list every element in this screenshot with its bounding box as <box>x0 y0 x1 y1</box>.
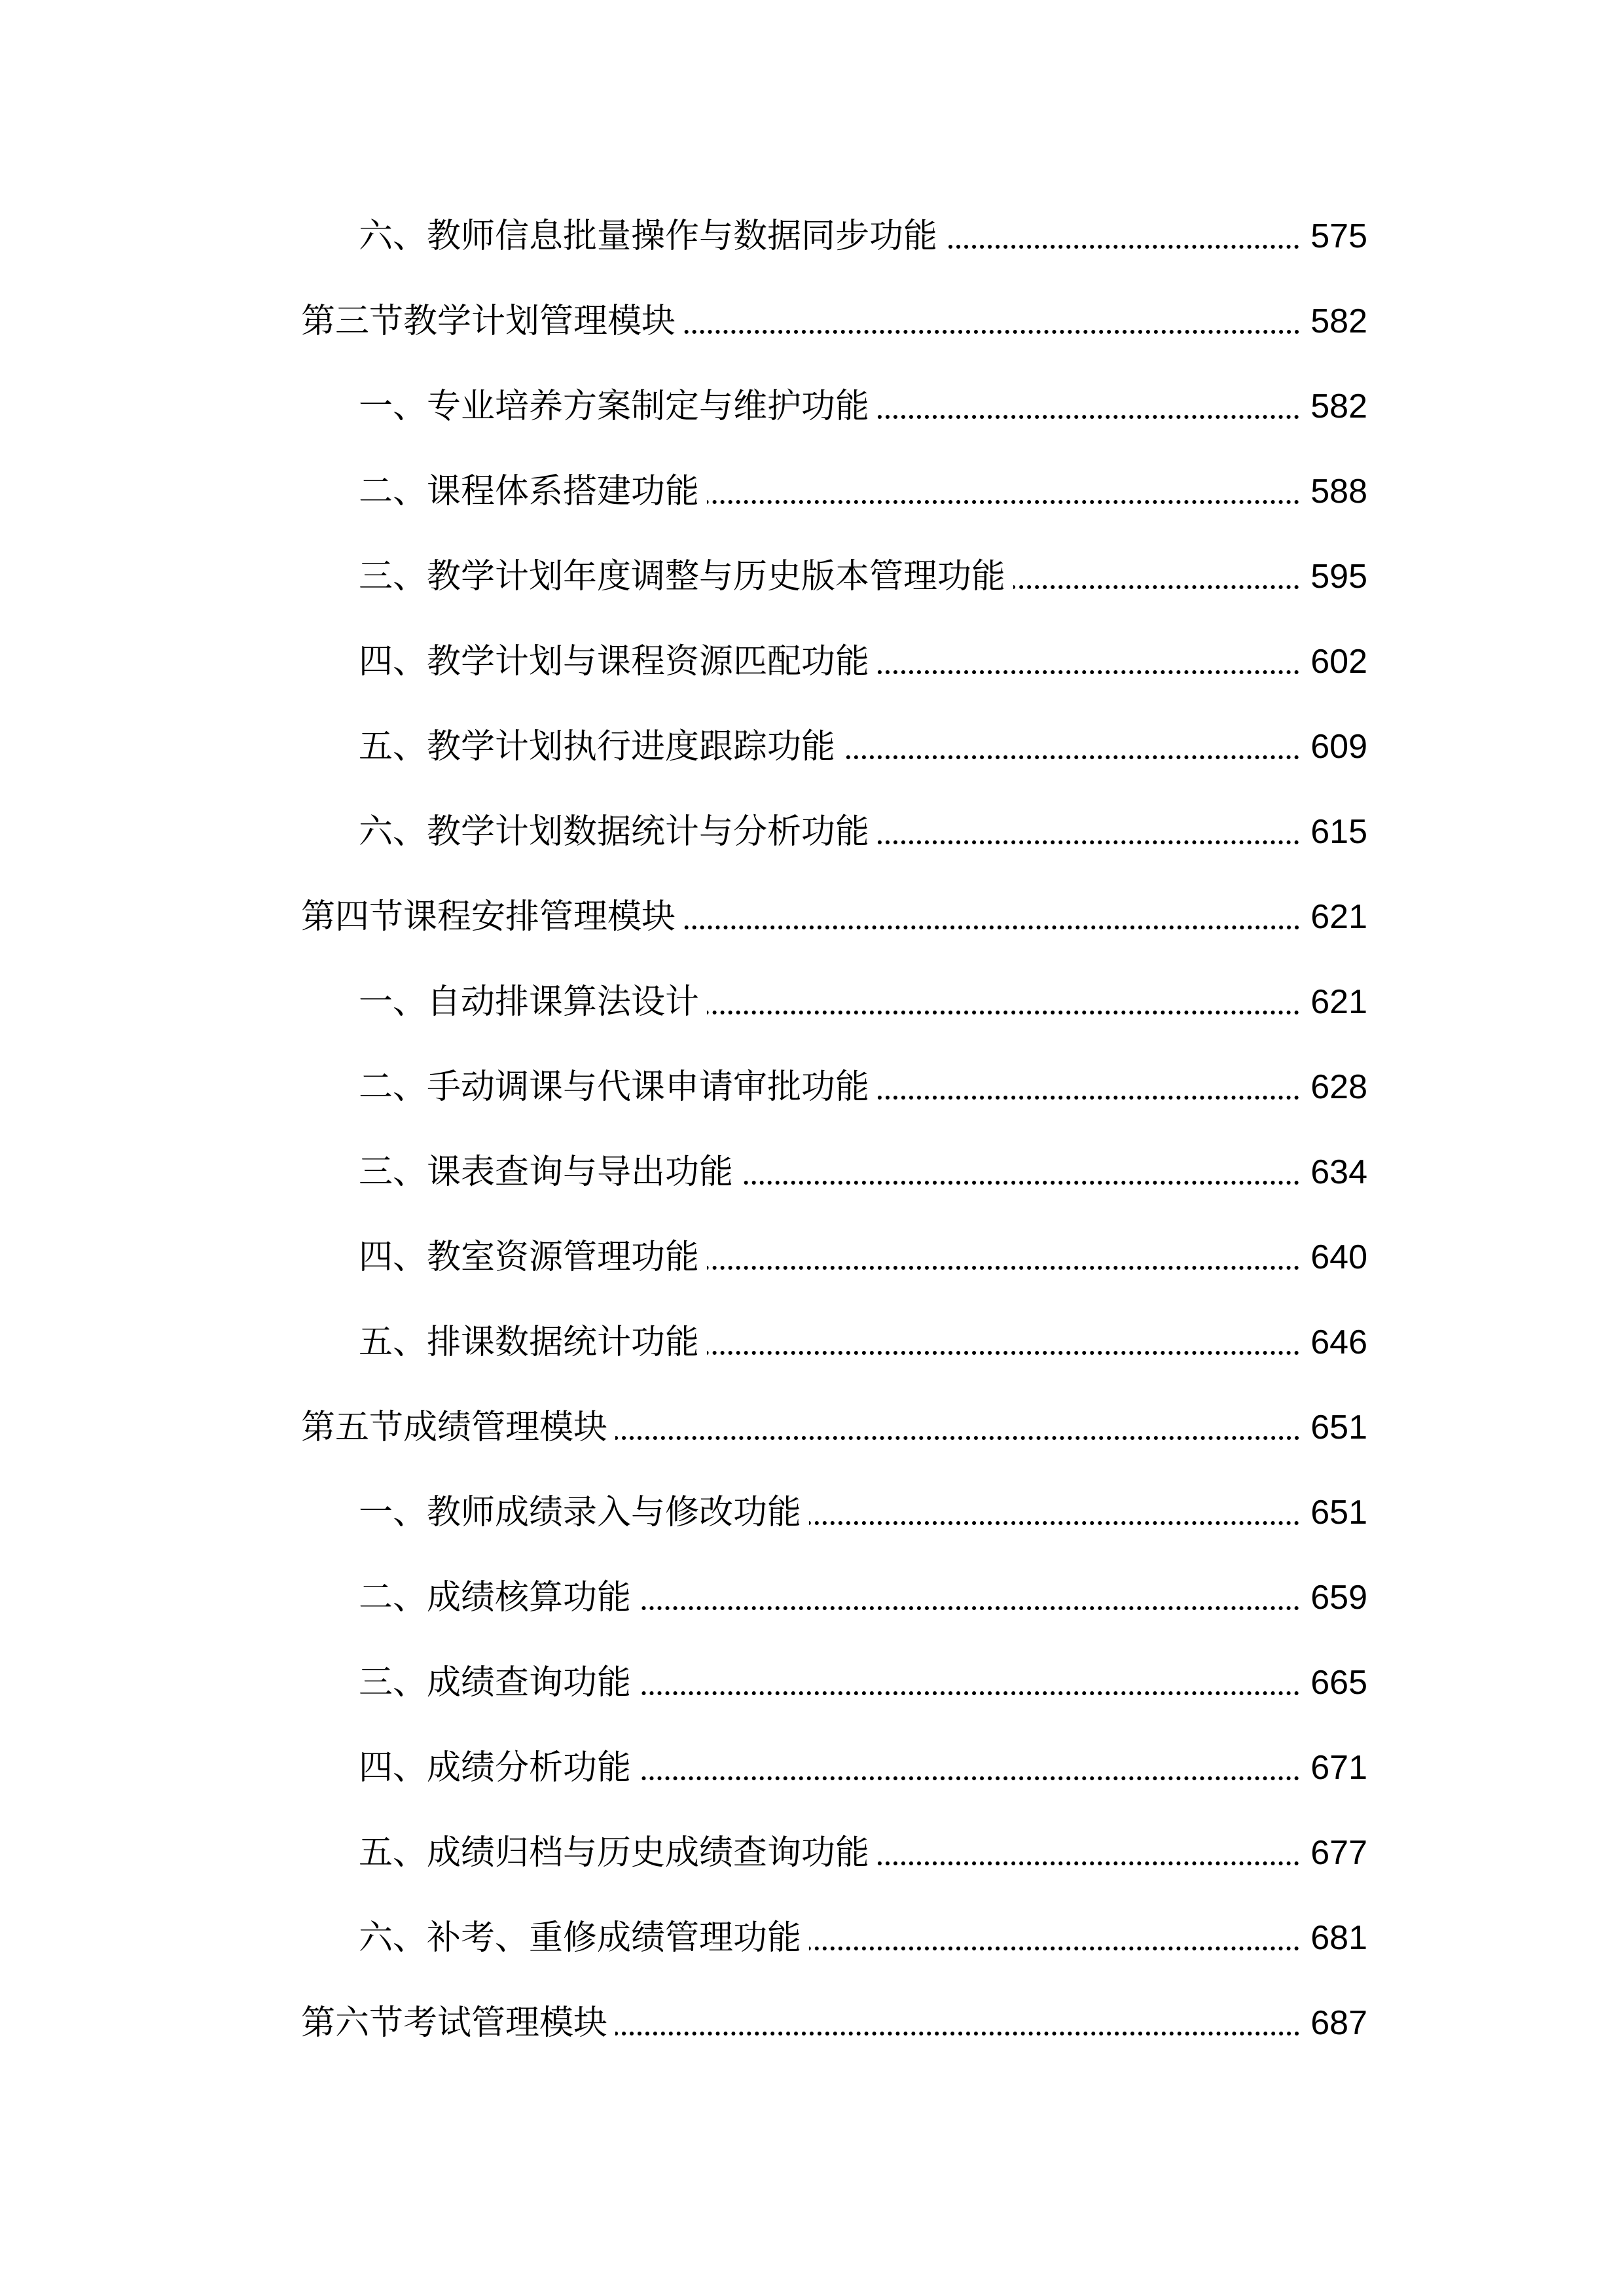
toc-entry-page: 634 <box>1299 1152 1367 1193</box>
toc-entry-title: 第六节考试管理模块 <box>301 2003 615 2043</box>
toc-section-entry[interactable] <box>0 2003 1624 2088</box>
toc-entry-title: 四、教室资源管理功能 <box>359 1237 707 1278</box>
toc-section-entry[interactable] <box>0 897 1624 982</box>
toc-entry[interactable] <box>0 641 1624 726</box>
toc-entry-title: 三、课表查询与导出功能 <box>359 1152 741 1193</box>
toc-entry-page: 651 <box>1299 1407 1367 1448</box>
toc-entry[interactable] <box>0 471 1624 556</box>
toc-entry-title: 三、成绩查询功能 <box>359 1662 639 1703</box>
toc-entry[interactable] <box>0 726 1624 812</box>
toc-entry-title: 六、教师信息批量操作与数据同步功能 <box>359 216 945 257</box>
toc-entry-title: 一、自动排课算法设计 <box>359 982 707 1022</box>
toc-entry[interactable] <box>0 982 1624 1067</box>
toc-entry[interactable] <box>0 1067 1624 1152</box>
toc-entry-title: 六、教学计划数据统计与分析功能 <box>359 812 877 852</box>
toc-entry[interactable] <box>0 556 1624 641</box>
toc-entry-title: 五、排课数据统计功能 <box>359 1322 707 1363</box>
table-of-contents <box>0 216 1624 2088</box>
toc-entry-page: 671 <box>1299 1748 1367 1788</box>
toc-entry[interactable] <box>0 1662 1624 1748</box>
toc-entry-page: 659 <box>1299 1577 1367 1618</box>
toc-entry-page: 651 <box>1299 1492 1367 1533</box>
toc-entry-page: 582 <box>1299 301 1367 342</box>
toc-entry[interactable] <box>0 1237 1624 1322</box>
toc-entry-page: 687 <box>1299 2003 1367 2043</box>
toc-entry-title: 第五节成绩管理模块 <box>301 1407 615 1448</box>
toc-entry-title: 二、成绩核算功能 <box>359 1577 639 1618</box>
toc-entry-page: 621 <box>1299 897 1367 937</box>
toc-entry-page: 628 <box>1299 1067 1367 1107</box>
toc-entry[interactable] <box>0 1833 1624 1918</box>
toc-entry-title: 三、教学计划年度调整与历史版本管理功能 <box>359 556 1013 597</box>
toc-entry-title: 五、成绩归档与历史成绩查询功能 <box>359 1833 877 1873</box>
toc-entry[interactable] <box>0 216 1624 301</box>
toc-entry-page: 582 <box>1299 386 1367 427</box>
toc-entry-title: 第四节课程安排管理模块 <box>301 897 683 937</box>
toc-section-entry[interactable] <box>0 301 1624 386</box>
toc-entry-page: 615 <box>1299 812 1367 852</box>
toc-entry[interactable] <box>0 1492 1624 1577</box>
toc-entry-page: 677 <box>1299 1833 1367 1873</box>
toc-entry[interactable] <box>0 1577 1624 1662</box>
toc-entry[interactable] <box>0 812 1624 897</box>
toc-entry[interactable] <box>0 1152 1624 1237</box>
toc-entry-title: 二、课程体系搭建功能 <box>359 471 707 512</box>
toc-entry-page: 681 <box>1299 1918 1367 1958</box>
toc-entry-page: 665 <box>1299 1662 1367 1703</box>
toc-entry-title: 四、成绩分析功能 <box>359 1748 639 1788</box>
toc-entry-page: 588 <box>1299 471 1367 512</box>
toc-entry[interactable] <box>0 1918 1624 2003</box>
toc-entry-title: 四、教学计划与课程资源匹配功能 <box>359 641 877 682</box>
toc-entry-page: 602 <box>1299 641 1367 682</box>
toc-entry-page: 595 <box>1299 556 1367 597</box>
toc-entry-title: 五、教学计划执行进度跟踪功能 <box>359 726 843 767</box>
toc-entry-page: 640 <box>1299 1237 1367 1278</box>
toc-entry-page: 575 <box>1299 216 1367 257</box>
toc-entry[interactable] <box>0 386 1624 471</box>
toc-entry[interactable] <box>0 1748 1624 1833</box>
toc-entry-title: 六、补考、重修成绩管理功能 <box>359 1918 809 1958</box>
toc-section-entry[interactable] <box>0 1407 1624 1492</box>
toc-entry-page: 621 <box>1299 982 1367 1022</box>
toc-entry-title: 第三节教学计划管理模块 <box>301 301 683 342</box>
toc-entry-title: 一、教师成绩录入与修改功能 <box>359 1492 809 1533</box>
toc-entry-title: 一、专业培养方案制定与维护功能 <box>359 386 877 427</box>
toc-entry[interactable] <box>0 1322 1624 1407</box>
toc-entry-title: 二、手动调课与代课申请审批功能 <box>359 1067 877 1107</box>
toc-entry-page: 609 <box>1299 726 1367 767</box>
toc-entry-page: 646 <box>1299 1322 1367 1363</box>
